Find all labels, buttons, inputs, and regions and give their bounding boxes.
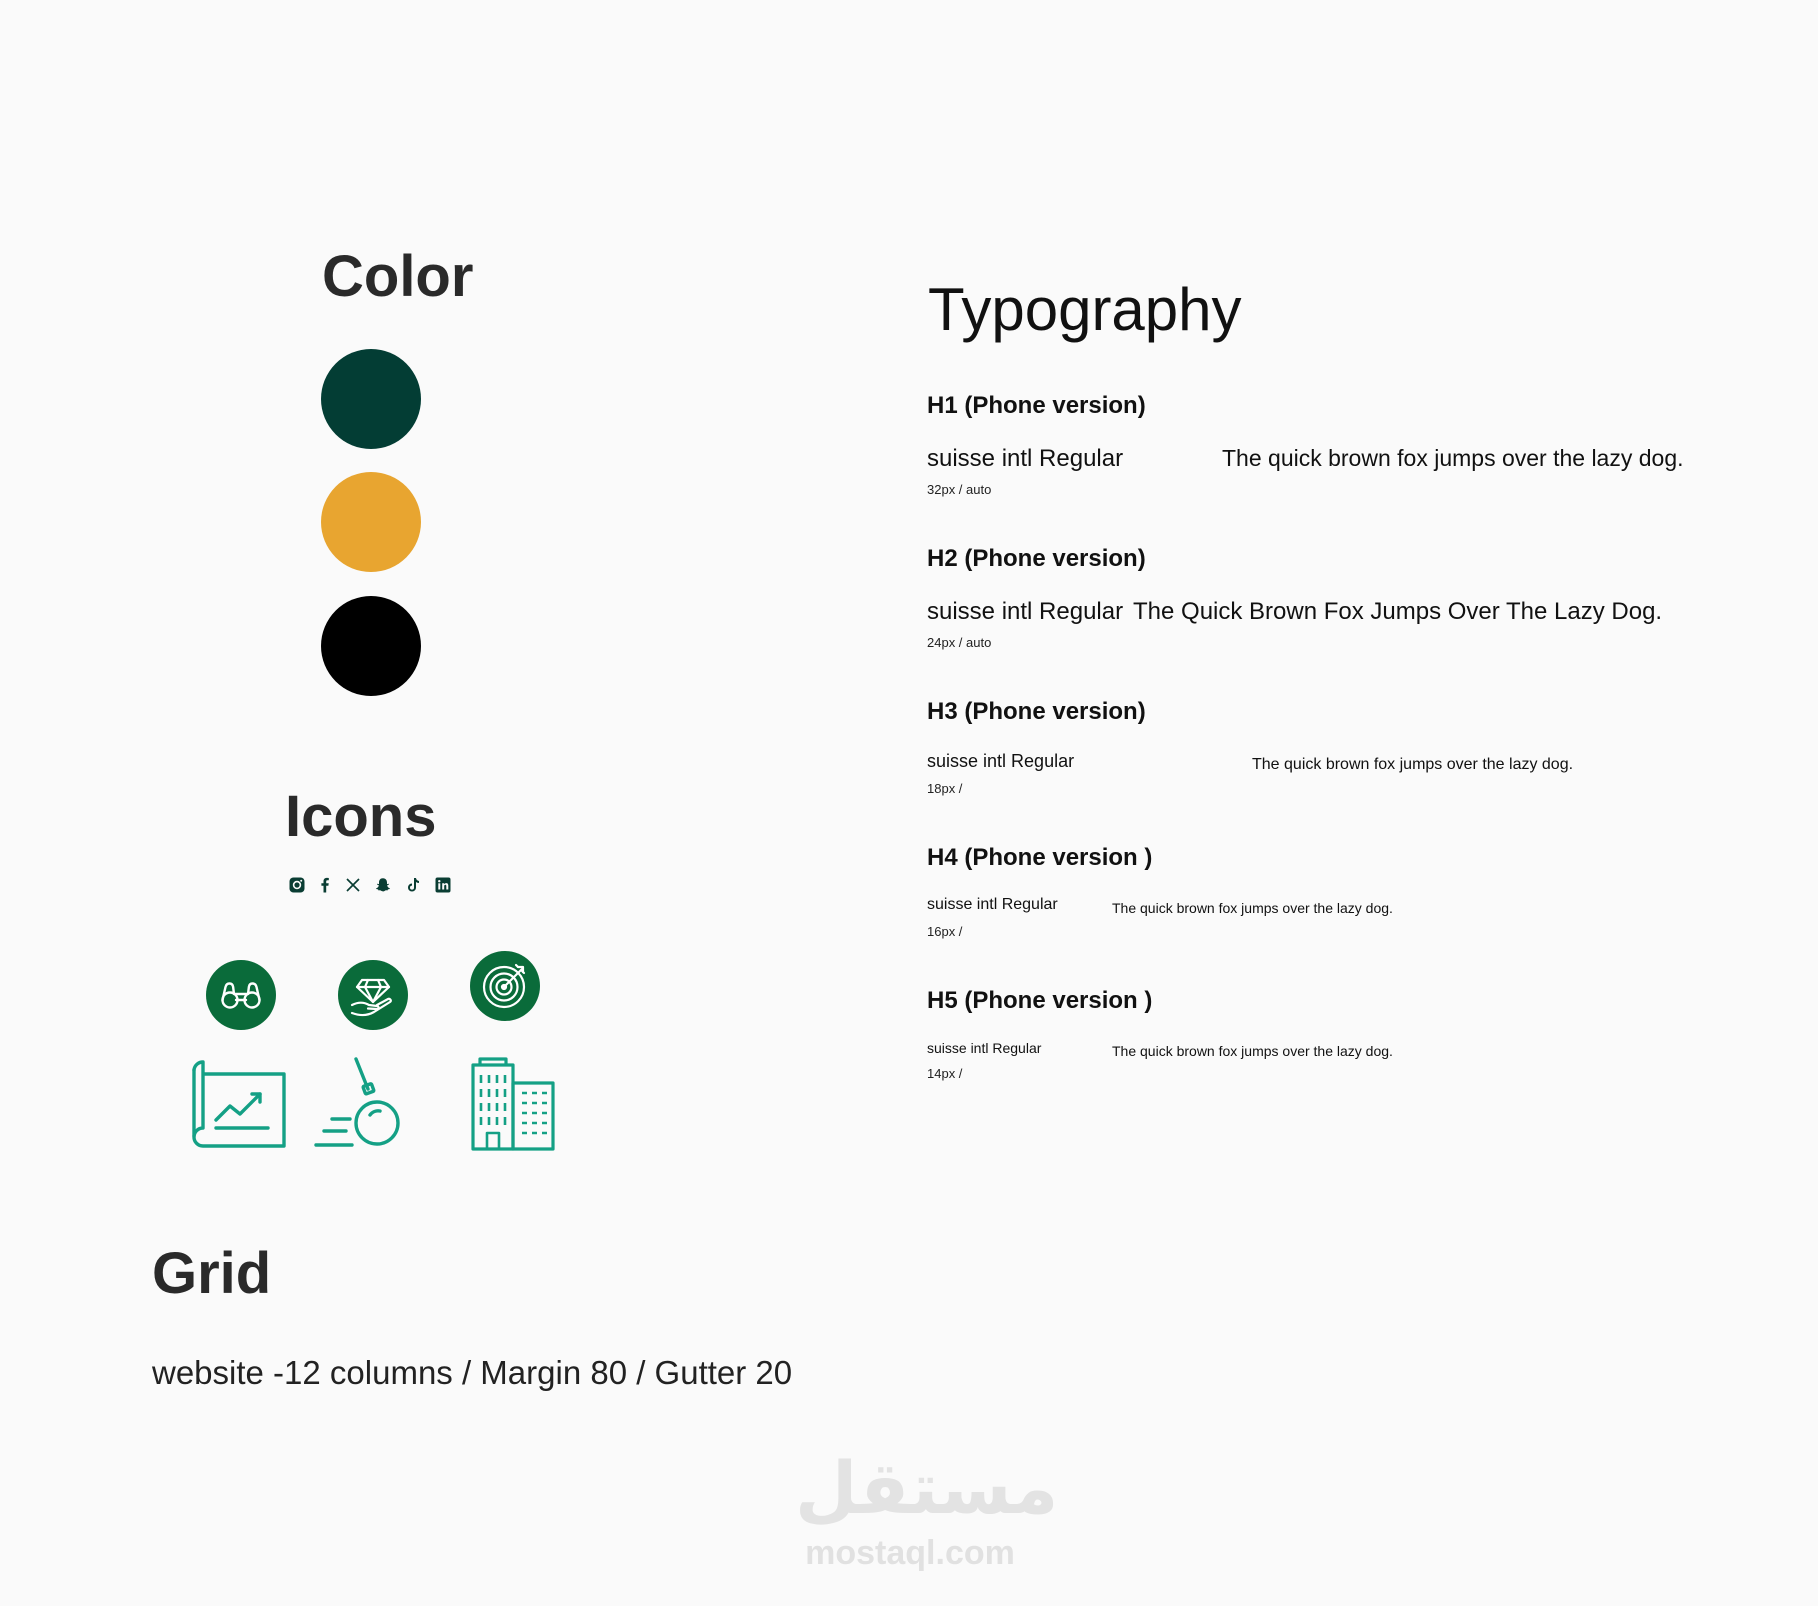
h3-font-name: [927, 751, 1074, 772]
h5-spec-heading: H5 (Phone version ): [927, 987, 1153, 1014]
h5-font-name: [927, 1040, 1041, 1056]
icons-section-title: Icons: [285, 784, 437, 849]
h5-size-meta: 14px /: [927, 1066, 963, 1081]
h3-font-family: suisse intl: [927, 751, 1007, 771]
h2-font-family: suisse intl: [927, 598, 1033, 625]
wrecking-ball-icon: [314, 1055, 406, 1151]
grid-section-title: Grid: [152, 1241, 272, 1306]
diamond-hand-icon: [338, 960, 408, 1030]
h3-sample-text: The quick brown fox jumps over the lazy dog.: [1252, 756, 1574, 773]
h2-spec-heading: H2 (Phone version): [927, 545, 1146, 572]
h5-sample-text: The quick brown fox jumps over the lazy dog.: [1112, 1043, 1393, 1059]
typography-section-title: Typography: [928, 276, 1242, 343]
buildings-icon: [470, 1057, 556, 1151]
h2-sample-text: The Quick Brown Fox Jumps Over The Lazy Dog.: [1133, 598, 1663, 625]
h1-sample-text: The quick brown fox jumps over the lazy dog.: [1222, 445, 1684, 471]
binoculars-icon: [206, 960, 276, 1030]
h4-spec-heading: H4 (Phone version ): [927, 844, 1153, 871]
h3-size-meta: 18px /: [927, 781, 963, 796]
h1-spec-heading: H1 (Phone version): [927, 392, 1146, 419]
h2-font-name: [927, 598, 1123, 626]
h1-size-meta: 32px / auto: [927, 482, 992, 497]
instagram-icon[interactable]: [288, 876, 306, 894]
h4-font-weight: Regular: [1001, 896, 1058, 913]
watermark-url: mostaql.com: [805, 1534, 1015, 1572]
watermark-logo: مستقل: [795, 1446, 1059, 1530]
color-swatch-black: [321, 596, 421, 696]
h1-font-weight: Regular: [1039, 445, 1124, 472]
grid-description: website -12 columns / Margin 80 / Gutter 20: [152, 1354, 793, 1391]
color-section-title: Color: [322, 244, 474, 309]
chart-scroll-icon: [182, 1060, 286, 1148]
target-icon: [470, 951, 540, 1021]
h4-font-name: [927, 896, 1058, 914]
h3-font-weight: Regular: [1011, 751, 1075, 771]
h5-font-family: suisse intl: [927, 1040, 989, 1056]
linkedin-icon[interactable]: [434, 876, 452, 894]
facebook-icon[interactable]: [316, 876, 334, 894]
tiktok-icon[interactable]: [404, 876, 422, 894]
h5-font-weight: Regular: [992, 1040, 1042, 1056]
h1-font-name: [927, 445, 1123, 473]
snapchat-icon[interactable]: [374, 876, 392, 894]
h3-spec-heading: H3 (Phone version): [927, 698, 1146, 725]
h2-font-weight: Regular: [1039, 598, 1124, 625]
h1-font-family: suisse intl: [927, 445, 1033, 472]
h4-sample-text: The quick brown fox jumps over the lazy dog.: [1112, 900, 1393, 916]
h2-size-meta: 24px / auto: [927, 635, 992, 650]
color-swatch-amber: [321, 472, 421, 572]
h4-font-family: suisse intl: [927, 896, 998, 913]
color-swatch-dark-green: [321, 349, 421, 449]
h4-size-meta: 16px /: [927, 924, 963, 939]
x-icon[interactable]: [344, 876, 362, 894]
